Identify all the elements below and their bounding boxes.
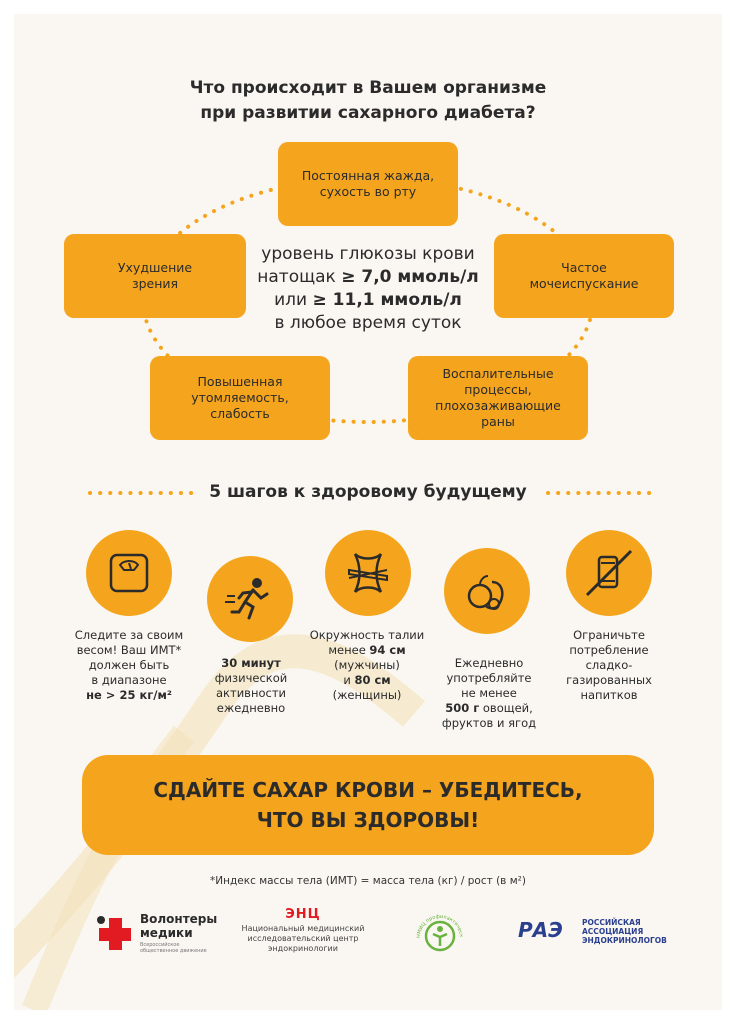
step-weight-text: Следите за своим весом! Ваш ИМТ* должен быть в диапазоне не > 25 кг/м² [74, 628, 184, 702]
glucose-criteria: уровень глюкозы крови натощак ≥ 7,0 ммоль/л или ≥ 11,1 ммоль/л в любое время суток [257, 244, 479, 333]
call-to-action-banner [82, 755, 654, 855]
nmic-logo [412, 904, 468, 960]
steps-title: 5 шагов к здоровому будущему [209, 482, 527, 502]
red-cross-icon [94, 912, 136, 954]
nmic-emblem-icon [412, 904, 468, 960]
step-waist-text: Окружность талии менее 94 см (мужчины) и 80 см (женщины) [309, 628, 425, 702]
fruits-icon [444, 548, 530, 634]
step-fruits-text: Ежедневно употребляйте не менее 500 г овощей, фруктов и ягод [441, 656, 537, 730]
symptom-vision: Ухудшение зрения [64, 234, 246, 318]
symptom-thirst: Постоянная жажда, сухость во рту [278, 142, 458, 226]
symptom-urination: Частое мочеиспускание [494, 234, 674, 318]
title-line-1: Что происходит в Вашем организме [189, 78, 547, 98]
symptom-inflammation: Воспалительные процессы, плохозаживающие раны [408, 356, 588, 440]
enc-logo: ЭНЦ Национальный медицинский исследовательский центр эндокринологии [241, 907, 365, 953]
scale-icon [86, 530, 172, 616]
step-activity-text: 30 минут физической активности ежедневно [214, 656, 288, 715]
bmi-footnote: *Индекс массы тела (ИМТ) = масса тела (кг) / рост (в м²) [210, 875, 526, 887]
rae-logo: РАЭ РОССИЙСКАЯ АССОЦИАЦИЯ ЭНДОКРИНОЛОГОВ [518, 918, 667, 945]
title-line-2: при развитии сахарного диабета? [200, 103, 536, 123]
cta-line-1: СДАЙТЕ САХАР КРОВИ – УБЕДИТЕСЬ, [153, 778, 583, 802]
no-soda-icon [566, 530, 652, 616]
step-soda-text: Ограничьте потребление сладко- газированных напитков [566, 628, 652, 702]
volunteers-logo: Волонтеры медики Всероссийское общественное движение [94, 908, 244, 958]
symptom-fatigue: Повышенная утомляемость, слабость [150, 356, 330, 440]
svg-text:НМИЦ профилактической медицины: НМИЦ профилактическ [415, 913, 465, 939]
waist-icon [325, 530, 411, 616]
runner-icon [207, 556, 293, 642]
cta-line-2: ЧТО ВЫ ЗДОРОВЫ! [256, 808, 480, 832]
